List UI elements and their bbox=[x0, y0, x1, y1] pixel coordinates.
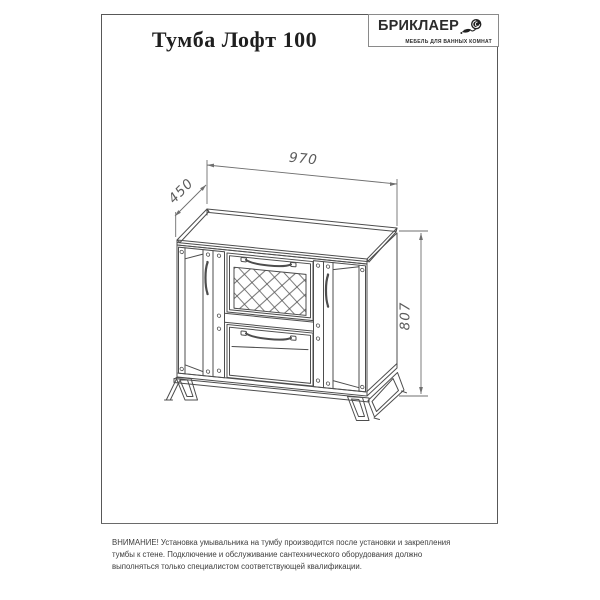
cabinet-front-face bbox=[177, 245, 367, 396]
dimension-width-label: 970 bbox=[288, 149, 319, 169]
left-door bbox=[179, 247, 225, 378]
warning-box bbox=[101, 523, 498, 584]
dimension-width bbox=[207, 160, 397, 226]
warning-line: тумбы к стене. Подключение и обслуживание сантехнического оборудования должно bbox=[112, 550, 423, 560]
brand-tagline: МЕБЕЛЬ ДЛЯ ВАННЫХ КОМНАТ bbox=[405, 39, 492, 45]
cabinet-side-panel bbox=[367, 233, 397, 396]
top-drawer bbox=[227, 253, 313, 321]
right-side-leg bbox=[368, 373, 404, 418]
lattice-panel bbox=[234, 267, 306, 315]
right-door bbox=[314, 261, 366, 392]
warning-line: выполняться только специалистом соответствующей квалификации. bbox=[112, 562, 362, 572]
warning-line: ВНИМАНИЕ! Установка умывальника на тумбу производится после установки и закрепления bbox=[112, 538, 451, 547]
brand-name: БРИКЛАЕР bbox=[378, 18, 459, 34]
page-title: Тумба Лофт 100 bbox=[151, 27, 318, 52]
right-door-handle bbox=[326, 275, 328, 306]
dimension-depth-label: 450 bbox=[165, 175, 198, 208]
bottom-drawer bbox=[227, 324, 313, 386]
bottom-drawer-handle bbox=[246, 333, 291, 341]
left-door-handle bbox=[205, 262, 207, 293]
cabinet bbox=[165, 209, 407, 421]
left-side-leg bbox=[165, 379, 180, 400]
dimension-height-label: 807 bbox=[397, 301, 414, 331]
